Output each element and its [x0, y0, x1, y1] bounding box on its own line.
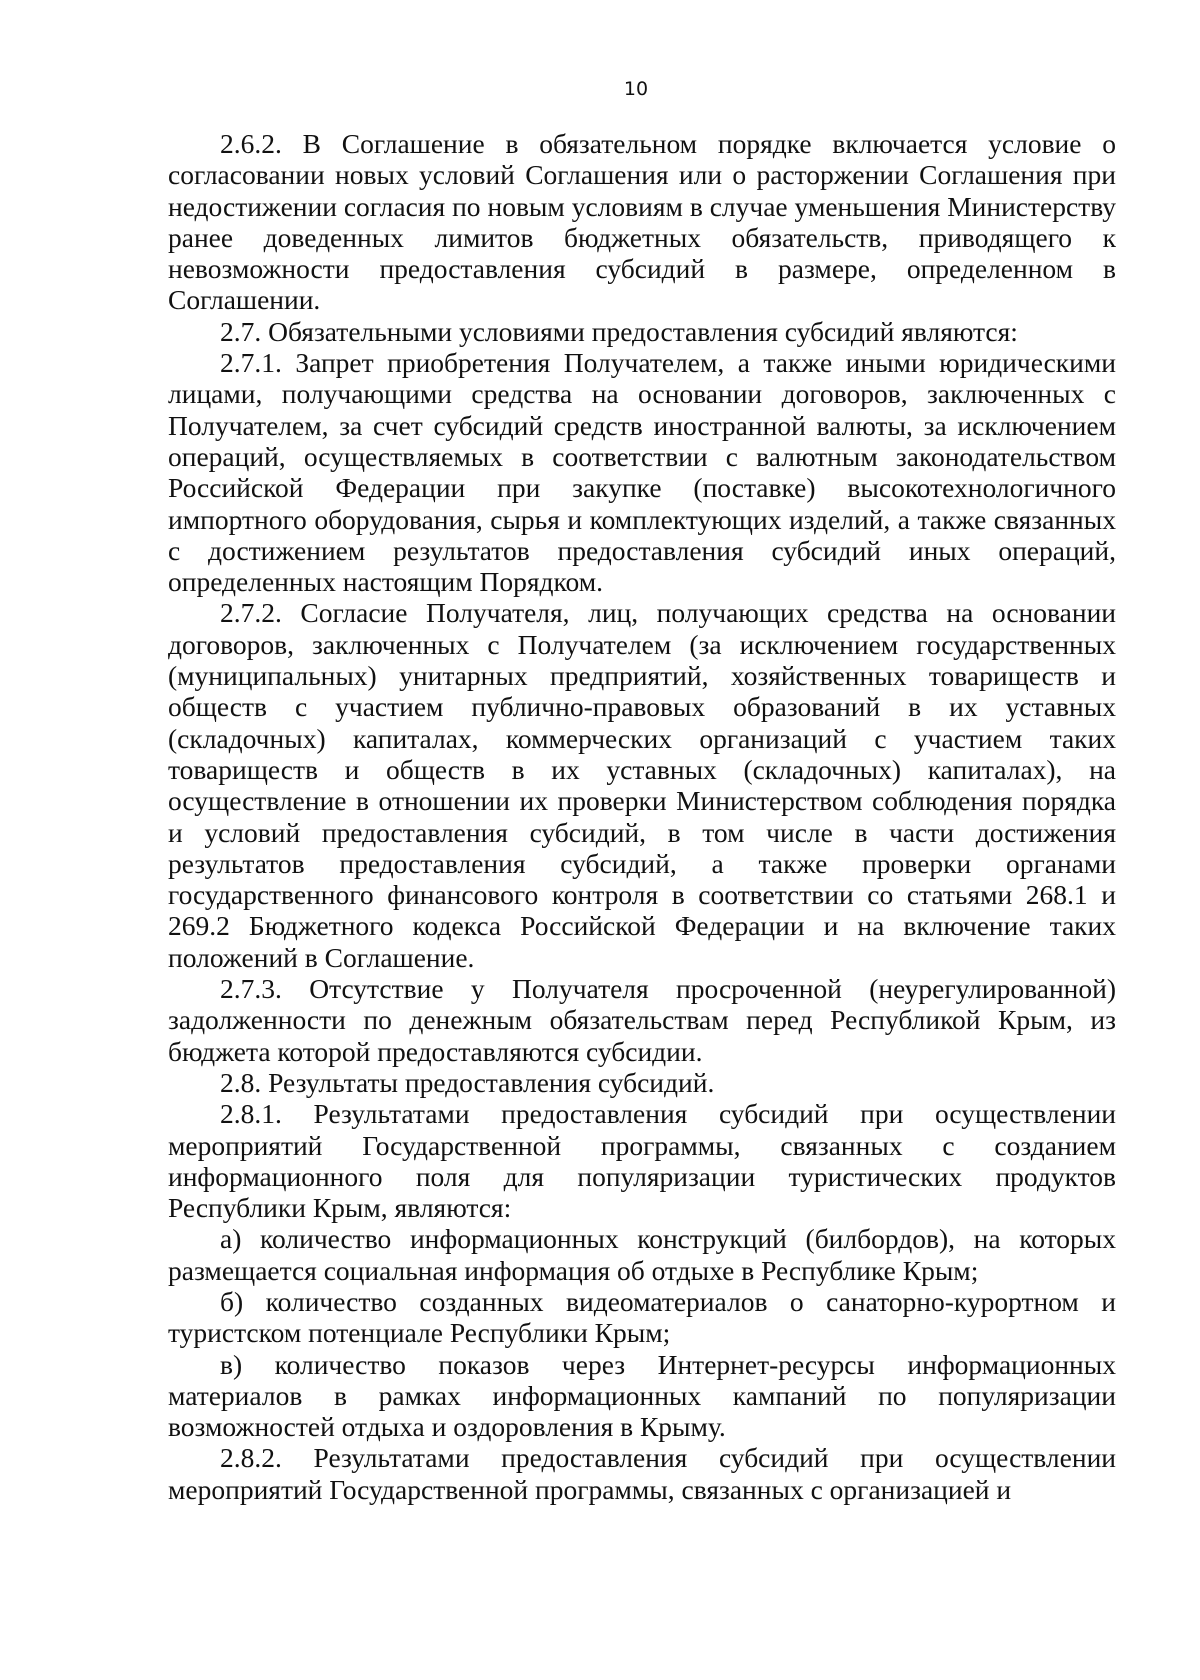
paragraph-2-8-2: 2.8.2. Результатами предоставления субсидий при осуществлении мероприятий Государственной программы, связанных с организацией и [168, 1442, 1116, 1505]
list-item-v: в) количество показов через Интернет-ресурсы информационных материалов в рамках информационных кампаний по популяризации возможностей отдыха и оздоровления в Крыму. [168, 1348, 1116, 1443]
document-body [168, 128, 1116, 1505]
paragraph-2-7-2: 2.7.2. Согласие Получателя, лиц, получающих средства на основании договоров, заключенных с Получателем (за исключением государственных (муниципальных) унитарных предприятий, хозяйственных товариществ и обществ с участием публично-правовых образований в их уставных (складочных) капиталах, коммерческих организаций с участием таких товариществ и обществ в их уставных (складочных) капиталах), на осуществление в отношении их проверки Министерством соблюдения порядка и условий предоставления субсидий, в том числе в части достижения результатов предоставления субсидий, а также проверки органами государственного финансового контроля в соответствии со статьями 268.1 и 269.2 Бюджетного кодекса Российской Федерации и на включение таких положений в Соглашение. [168, 597, 1116, 973]
paragraph-2-8-1: 2.8.1. Результатами предоставления субсидий при осуществлении мероприятий Государственной программы, связанных с созданием информационного поля для популяризации туристических продуктов Республики Крым, являются: [168, 1098, 1116, 1224]
paragraph-2-7-1: 2.7.1. Запрет приобретения Получателем, а также иными юридическими лицами, получающими средства на основании договоров, заключенных с Получателем, за счет субсидий средств иностранной валюты, за исключением операций, осуществляемых в соответствии с валютным законодательством Российской Федерации при закупке (поставке) высокотехнологичного импортного оборудования, сырья и комплектующих изделий, а также связанных с достижением результатов предоставления субсидий иных операций, определенных настоящим Порядком. [168, 347, 1116, 598]
page-number: 10 [623, 78, 649, 100]
paragraph-2-7: 2.7. Обязательными условиями предоставления субсидий являются: [220, 315, 1018, 347]
list-item-b: б) количество созданных видеоматериалов о санаторно-курортном и туристском потенциале Республики Крым; [168, 1285, 1116, 1349]
paragraph-2-6-2: 2.6.2. В Соглашение в обязательном порядке включается условие о согласовании новых условий Соглашения или о расторжении Соглашения при недостижении согласия по новым условиям в случае уменьшения Министерству ранее доведенных лимитов бюджетных обязательств, приводящего к невозможности предоставления субсидий в размере, определенном в Соглашении. [168, 128, 1116, 316]
paragraph-2-8: 2.8. Результаты предоставления субсидий. [220, 1066, 715, 1098]
list-item-a: а) количество информационных конструкций (билбордов), на которых размещается социальная информация об отдыхе в Республике Крым; [168, 1223, 1116, 1286]
paragraph-2-7-3: 2.7.3. Отсутствие у Получателя просроченной (неурегулированной) задолженности по денежным обязательствам перед Республикой Крым, из бюджета которой предоставляются субсидии. [168, 973, 1116, 1067]
